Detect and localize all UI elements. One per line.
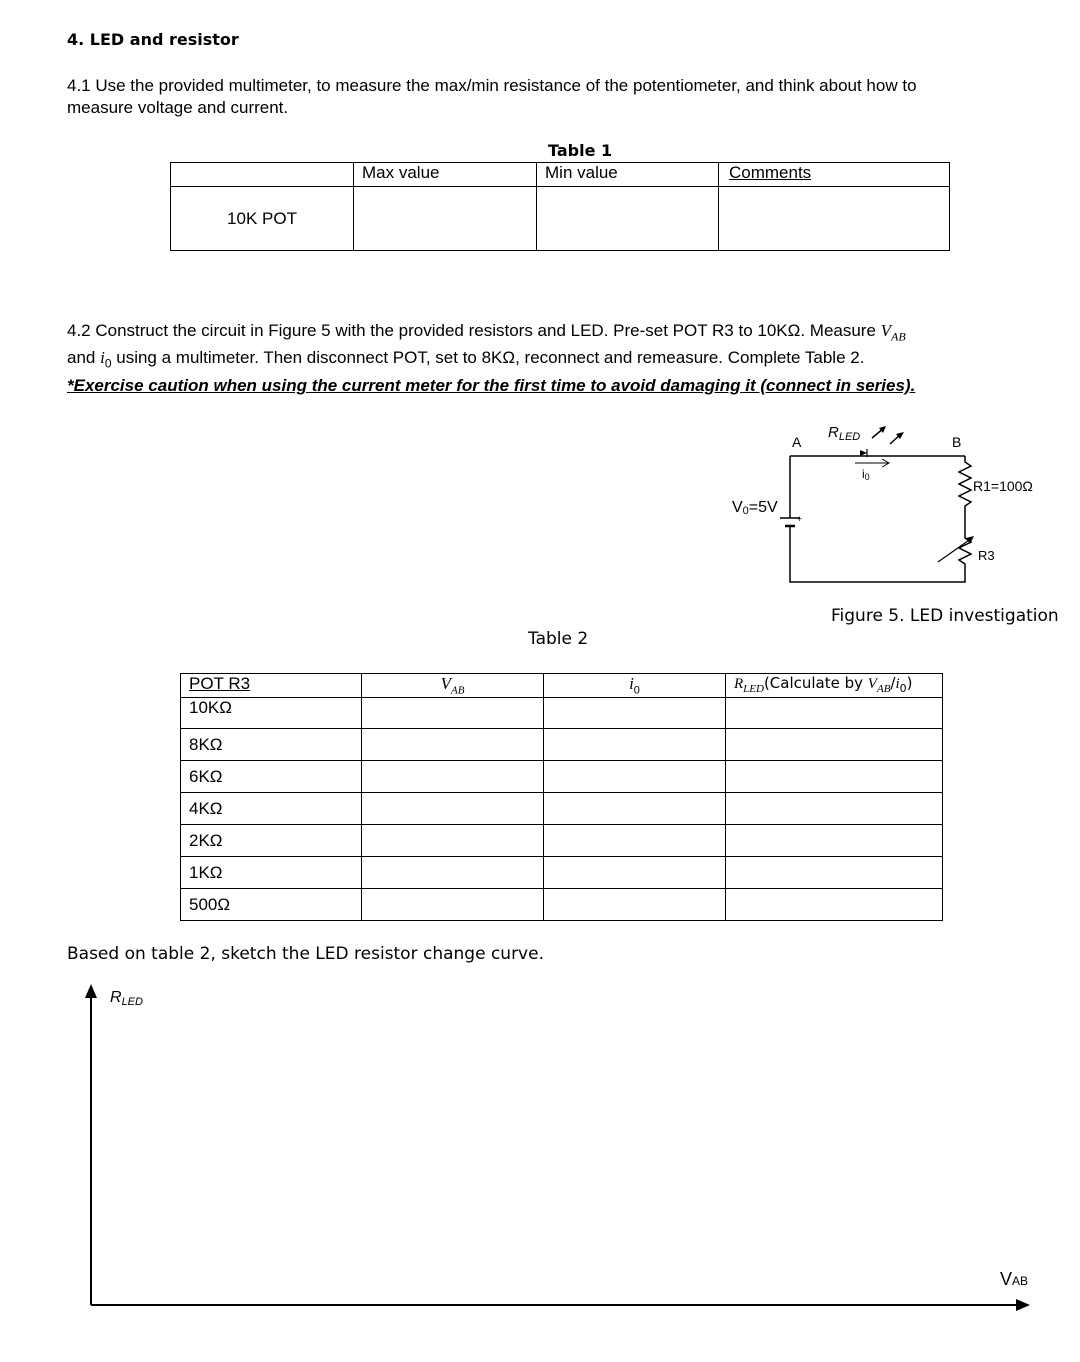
table1-caption: Table 1 (548, 141, 613, 160)
part2-line2-text-b: using a multimeter. Then disconnect POT, set to 8KΩ, reconnect and remeasure. Complete Table 2. (111, 348, 865, 368)
source-label: V0=5V (732, 499, 778, 517)
table1-pot-cell: 10K POT (171, 187, 354, 251)
formula-slash: / (890, 674, 896, 692)
table2-cell[interactable] (726, 889, 943, 921)
table2-cell[interactable] (544, 761, 726, 793)
formula-v-sub: AB (876, 683, 891, 695)
table-row (171, 187, 950, 251)
r3-label: R3 (978, 548, 995, 563)
table1-cell[interactable] (354, 187, 537, 251)
section-title-text: LED and resistor (89, 30, 239, 49)
part2-line2-text-a: and (67, 348, 101, 368)
table2-pot-cell: 8KΩ (181, 729, 362, 761)
table-row (181, 729, 943, 761)
table2 (180, 673, 943, 921)
i0-subscript: 0 (633, 684, 640, 697)
table-row (181, 761, 943, 793)
vab-symbol: V (880, 321, 892, 340)
table2-cell[interactable] (362, 793, 544, 825)
section-number: 4. (67, 30, 85, 49)
table2-cell[interactable] (544, 857, 726, 889)
table1-header-row (171, 163, 950, 187)
table2-caption: Table 2 (528, 629, 589, 649)
table-row (181, 889, 943, 921)
table2-cell[interactable] (544, 889, 726, 921)
y-axis-arrow-icon (85, 984, 97, 998)
table2-header-row (181, 674, 943, 698)
section-title (67, 30, 239, 49)
part2-line2 (67, 347, 1057, 374)
table2-pot-cell: 500Ω (181, 889, 362, 921)
table2-cell[interactable] (544, 698, 726, 729)
led-diode-icon (860, 450, 867, 456)
table2-cell[interactable] (726, 825, 943, 857)
figure5-caption: Figure 5. LED investigation (831, 606, 1059, 626)
sketch-axes[interactable] (70, 980, 1050, 1320)
part1-line2: measure voltage and current. (67, 98, 289, 117)
table2-cell[interactable] (726, 793, 943, 825)
table2-cell[interactable] (544, 825, 726, 857)
table2-cell[interactable] (362, 857, 544, 889)
table2-cell[interactable] (362, 698, 544, 729)
table2-cell[interactable] (544, 729, 726, 761)
formula-i-sub: 0 (899, 682, 907, 695)
x-axis-arrow-icon (1016, 1299, 1030, 1311)
sketch-instruction: Based on table 2, sketch the LED resistor change curve. (67, 944, 544, 964)
table2-header-vab (362, 674, 544, 698)
table2-pot-cell: 2KΩ (181, 825, 362, 857)
x-axis-label: VAB (1000, 1269, 1029, 1289)
i0-symbol: i (629, 674, 634, 693)
table2-cell[interactable] (726, 857, 943, 889)
r1-label: R1=100Ω (973, 478, 1033, 494)
table2-cell[interactable] (362, 761, 544, 793)
node-a-label: A (792, 434, 802, 450)
vab-subscript: AB (891, 329, 906, 344)
part1-text (67, 75, 1057, 119)
table1-cell[interactable] (537, 187, 719, 251)
formula-i: i (895, 676, 900, 692)
formula-close: ) (906, 674, 913, 692)
part2-text (67, 320, 1057, 397)
bottom-wire (790, 532, 965, 582)
table2-cell[interactable] (726, 729, 943, 761)
table1-header-cell (171, 163, 354, 187)
i0-symbol: i (100, 348, 105, 368)
table2-cell[interactable] (726, 698, 943, 729)
table-row (181, 825, 943, 857)
table2-cell[interactable] (362, 825, 544, 857)
table2-pot-cell: 1KΩ (181, 857, 362, 889)
table2-cell[interactable] (544, 793, 726, 825)
table1-header-cell: Min value (537, 163, 719, 187)
table-row (181, 857, 943, 889)
warning-text: caution when using the current meter for the first time to avoid damaging it (connect in series). (143, 375, 916, 395)
table2-header-i0 (544, 674, 726, 698)
r1-resistor-icon (959, 456, 971, 534)
table-row (181, 698, 943, 729)
table2-cell[interactable] (362, 889, 544, 921)
y-axis-label: RLED (110, 989, 143, 1008)
rled-symbol: R (734, 676, 744, 692)
rled-label: $R_{LED}$ (828, 424, 861, 443)
table2-pot-cell: 6KΩ (181, 761, 362, 793)
part2-line1 (67, 320, 1057, 347)
formula-v: V (867, 676, 877, 692)
vab-subscript: AB (450, 684, 465, 697)
current-label: i0 (862, 467, 870, 482)
table1-header-cell: Comments (719, 163, 950, 187)
table2-header-rled (726, 674, 943, 698)
warning-lead: *Exercise (67, 375, 144, 395)
vab-symbol: V (440, 674, 451, 693)
table2-cell[interactable] (726, 761, 943, 793)
table2-pot-cell: 10KΩ (181, 698, 362, 729)
rled-subscript: LED (743, 683, 764, 695)
table2-cell[interactable] (362, 729, 544, 761)
node-b-label: B (952, 434, 962, 450)
table1-header-cell: Max value (354, 163, 537, 187)
rled-formula-text: (Calculate by (763, 674, 868, 692)
part2-warning (67, 375, 1057, 397)
table2-header-pot: POT R3 (181, 674, 362, 698)
part1-line1: 4.1 Use the provided multimeter, to measure the max/min resistance of the potentiometer, and think about how to (67, 76, 917, 95)
i0-subscript: 0 (104, 356, 112, 371)
battery-plus-icon: + (797, 514, 803, 524)
table-row (181, 793, 943, 825)
table1-cell[interactable] (719, 187, 950, 251)
table2-pot-cell: 4KΩ (181, 793, 362, 825)
table1 (170, 162, 950, 251)
part2-line1-text: 4.2 Construct the circuit in Figure 5 with the provided resistors and LED. Pre-set POT R3 to 10KΩ. Measure (67, 321, 881, 340)
